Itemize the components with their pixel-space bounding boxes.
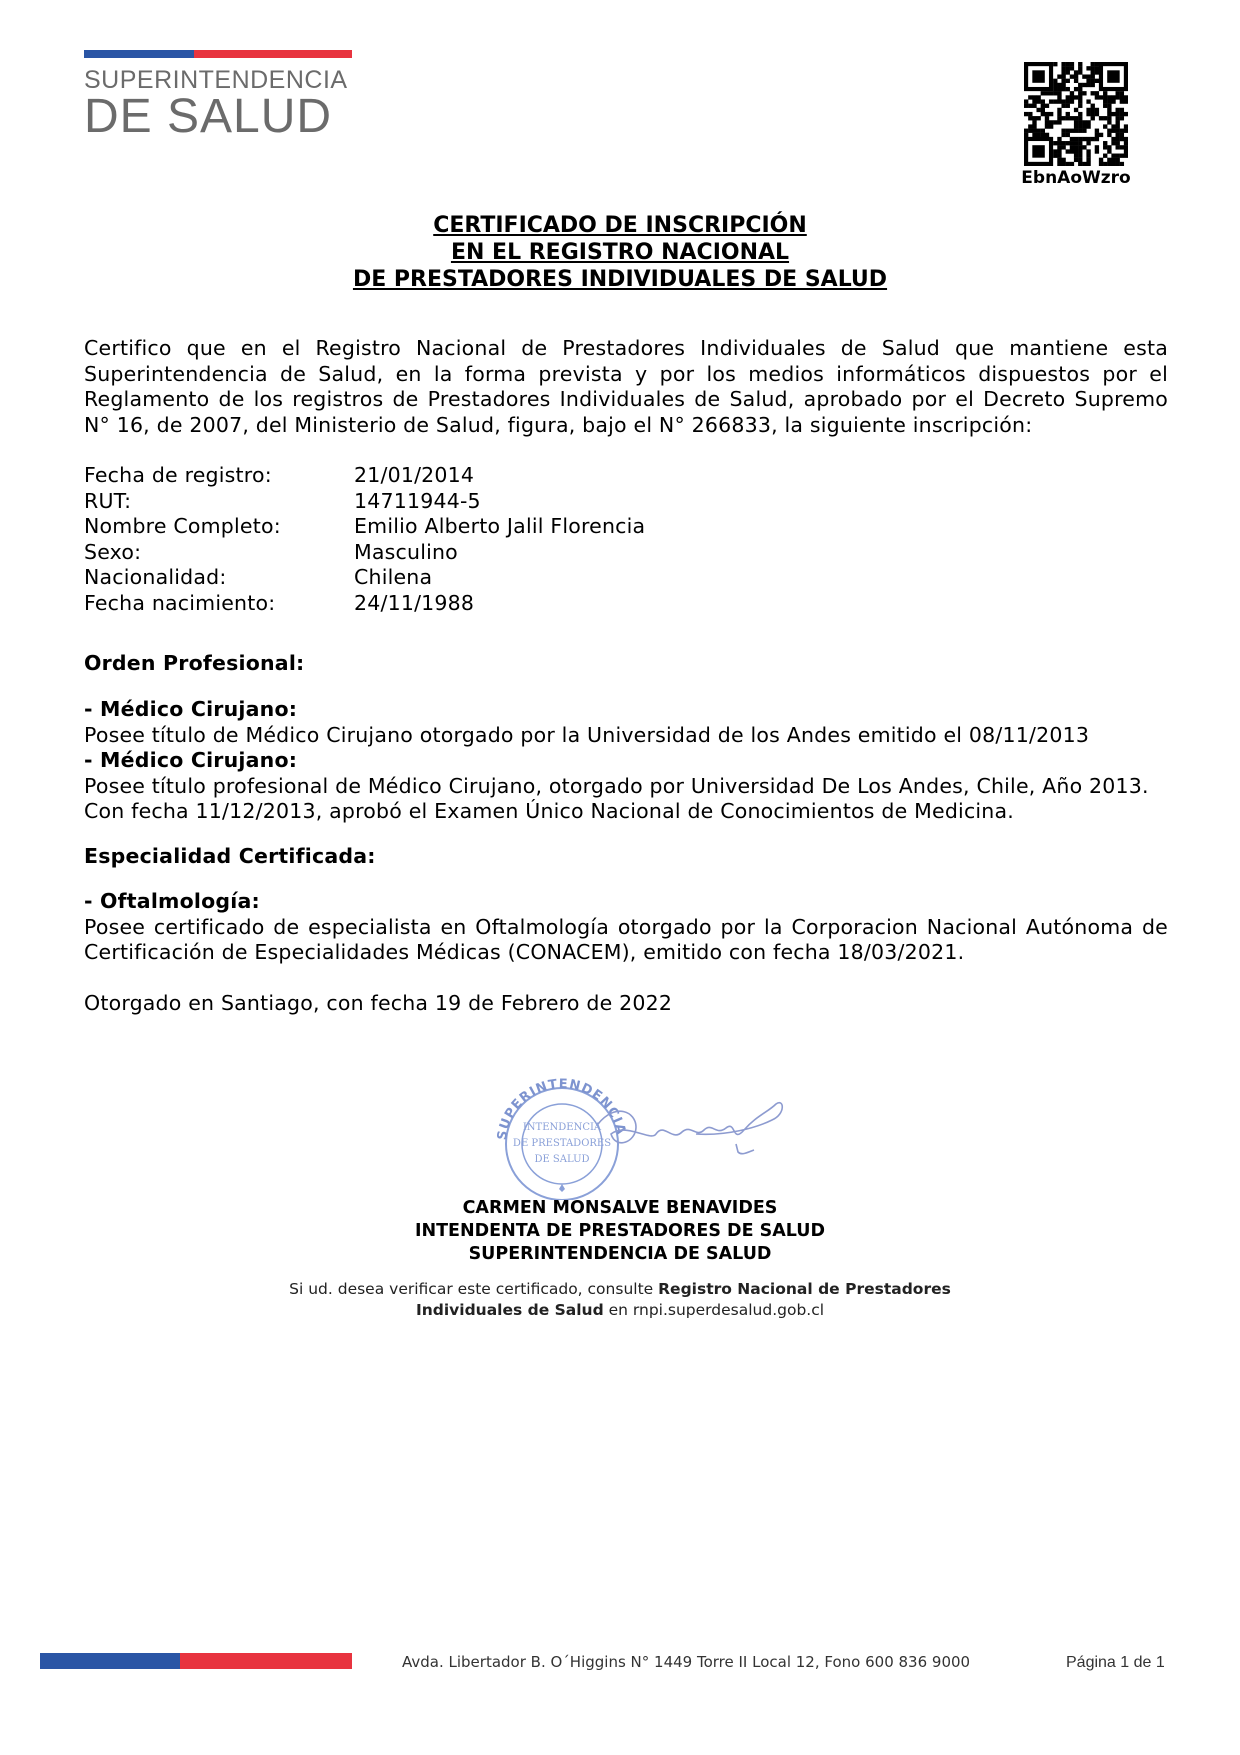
title-line2: EN EL REGISTRO NACIONAL xyxy=(450,240,790,265)
footer-address: Avda. Libertador B. O´Higgins N° 1449 Torre II Local 12, Fono 600 836 9000 xyxy=(402,1653,971,1671)
verify-post: en rnpi.superdesalud.gob.cl xyxy=(603,1301,825,1319)
logo-line2: DE SALUD xyxy=(84,90,333,143)
orden-item-title: - Médico Cirujano: xyxy=(84,748,298,772)
verify-bold1: Registro Nacional de Prestadores xyxy=(658,1280,951,1298)
footer-flag-bar xyxy=(40,1653,352,1669)
certificate-title xyxy=(0,212,1240,293)
field-label: Sexo: xyxy=(84,539,142,564)
verify-bold2: Individuales de Salud xyxy=(415,1301,604,1319)
signatory-block xyxy=(0,1197,1240,1266)
field-value: Chilena xyxy=(354,565,433,589)
signatory-role: INTENDENTA DE PRESTADORES DE SALUD xyxy=(414,1221,826,1241)
verify-pre: Si ud. desea verificar este certificado, consulte xyxy=(289,1280,659,1298)
intro-paragraph: Certifico que en el Registro Nacional de Prestadores Individuales de Salud que mantiene esta Superintendencia de Salud, en la forma prevista y por los medios informáticos dispuestos por el Reglamento de los registros de Prestadores Individuales de Salud, aprobado por el Decreto Supremo N° 16, de 2007, del Ministerio de Salud, figura, bajo el N° 266833, la siguiente inscripción: xyxy=(84,336,1168,437)
field-value: 24/11/1988 xyxy=(354,590,475,615)
orden-item-text2: Con fecha 11/12/2013, aprobó el Examen Único Nacional de Conocimientos de Medicina. xyxy=(84,799,1014,823)
field-label: Fecha de registro: xyxy=(84,463,272,487)
seal-inner-1: INTENDENCIA xyxy=(522,1122,602,1133)
official-seal-icon xyxy=(486,1072,816,1200)
field-label: Nacionalidad: xyxy=(84,565,227,589)
orden-section xyxy=(84,697,1184,825)
field-label: Nombre Completo: xyxy=(84,514,281,538)
issue-date-text: Otorgado en Santiago, con fecha 19 de Febrero de 2022 xyxy=(84,991,673,1015)
logo-flag-bar xyxy=(84,50,352,58)
seal-inner-2: DE PRESTADORES xyxy=(512,1138,612,1149)
signatory-org: SUPERINTENDENCIA DE SALUD xyxy=(468,1244,772,1264)
field-row-nombre xyxy=(84,514,1084,540)
agency-logo xyxy=(84,50,352,143)
verification-note xyxy=(0,1279,1240,1321)
qr-code-icon xyxy=(1024,62,1128,166)
orden-item-title: - Médico Cirujano: xyxy=(84,697,298,721)
orden-heading: Orden Profesional: xyxy=(84,651,305,675)
signatory-name: CARMEN MONSALVE BENAVIDES xyxy=(462,1198,778,1218)
field-value: Emilio Alberto Jalil Florencia xyxy=(354,514,646,538)
orden-item-text: Posee título profesional de Médico Cirujano, otorgado por Universidad De Los Andes, Chile, Año 2013. xyxy=(84,773,1149,798)
field-row-nacionalidad xyxy=(84,565,1084,591)
field-label: Fecha nacimiento: xyxy=(84,590,276,615)
title-line3: DE PRESTADORES INDIVIDUALES DE SALUD xyxy=(352,267,888,292)
especialidad-section xyxy=(84,889,1168,966)
field-row-registro xyxy=(84,463,1084,489)
signature-stamp xyxy=(486,1072,816,1200)
field-row-rut xyxy=(84,489,1084,515)
qr-code xyxy=(1024,62,1128,166)
field-label: RUT: xyxy=(84,488,132,513)
field-value: Masculino xyxy=(354,539,458,564)
field-row-sexo xyxy=(84,540,1084,566)
especialidad-text: Posee certificado de especialista en Oftalmología otorgado por la Corporacion Nacional Autónoma de Certificación de Especialidades Médicas (CONACEM), emitido con fecha 18/03/2021. xyxy=(84,914,1168,964)
field-row-nacimiento xyxy=(84,591,1084,617)
page-number: Página 1 de 1 xyxy=(1066,1654,1165,1671)
registration-fields xyxy=(84,463,1084,623)
especialidad-title: - Oftalmología: xyxy=(84,889,260,913)
title-line1: CERTIFICADO DE INSCRIPCIÓN xyxy=(433,213,807,238)
logo-line1: SUPERINTENDENCIA xyxy=(84,66,348,94)
especialidad-heading: Especialidad Certificada: xyxy=(84,844,376,868)
qr-code-text: EbnAoWzro xyxy=(1021,168,1131,188)
orden-item-text: Posee título de Médico Cirujano otorgado por la Universidad de los Andes emitido el 08/11/2013 xyxy=(84,722,1090,747)
seal-ring-text: SUPERINTENDENCIA xyxy=(495,1076,629,1142)
field-value: 14711944-5 xyxy=(354,488,481,513)
field-value: 21/01/2014 xyxy=(354,463,475,487)
seal-inner-3: DE SALUD xyxy=(534,1154,590,1165)
